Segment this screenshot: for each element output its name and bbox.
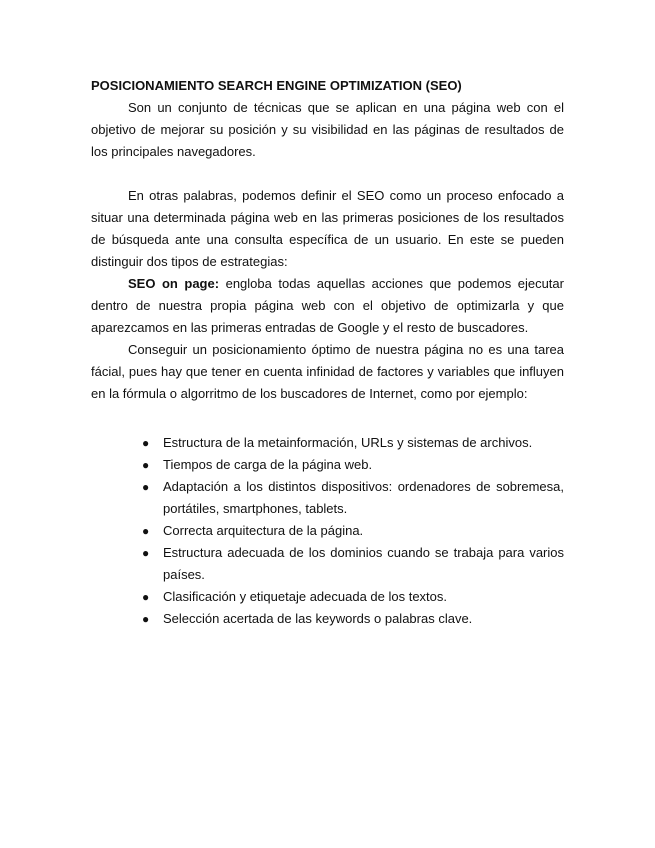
bullet-icon: ● bbox=[142, 480, 150, 494]
document-title: POSICIONAMIENTO SEARCH ENGINE OPTIMIZATION (SEO) bbox=[91, 78, 462, 93]
list-item bbox=[91, 586, 564, 608]
list-item-text: Estructura de la metainformación, URLs y sistemas de archivos. bbox=[163, 435, 533, 450]
list-item bbox=[91, 520, 564, 542]
list-item-text: Tiempos de carga de la página web. bbox=[163, 457, 373, 472]
bullet-icon: ● bbox=[142, 590, 150, 604]
seo-on-page-text: engloba todas aquellas acciones que podemos ejecutar dentro de nuestra propia página web con el objetivo de optimizarla y que aparezcamos en las primeras entradas de Google y el resto de buscadores. bbox=[91, 276, 564, 335]
list-item-text: Correcta arquitectura de la página. bbox=[163, 523, 364, 538]
paragraph-gap bbox=[91, 163, 564, 185]
list-item bbox=[91, 432, 564, 454]
list-item-text: Selección acertada de las keywords o palabras clave. bbox=[163, 611, 473, 626]
factors-list bbox=[91, 432, 564, 630]
list-item-text: Estructura adecuada de los dominios cuando se trabaja para varios países. bbox=[163, 545, 564, 582]
paragraph-definition: En otras palabras, podemos definir el SEO como un proceso enfocado a situar una determinada página web en las primeras posiciones de los resultados de búsqueda ante una consulta específica de un usuario. En este se pueden distinguir dos tipos de estrategias: bbox=[91, 188, 564, 269]
bullet-icon: ● bbox=[142, 436, 150, 450]
list-item bbox=[91, 608, 564, 630]
document-page bbox=[91, 75, 564, 630]
paragraph-factors: Conseguir un posicionamiento óptimo de nuestra página no es una tarea fácial, pues hay que tener en cuenta infinidad de factores y variables que influyen en la fórmula o algorritmo de los buscadores de Internet, como por ejemplo: bbox=[91, 342, 564, 401]
bullet-icon: ● bbox=[142, 546, 150, 560]
list-item-text: Clasificación y etiquetaje adecuada de los textos. bbox=[163, 589, 448, 604]
bullet-icon: ● bbox=[142, 524, 150, 538]
list-item bbox=[91, 476, 564, 520]
seo-on-page-label: SEO on page: bbox=[128, 276, 220, 291]
bullet-icon: ● bbox=[142, 612, 150, 626]
paragraph-intro: Son un conjunto de técnicas que se aplican en una página web con el objetivo de mejorar su posición y su visibilidad en las páginas de resultados de los principales navegadores. bbox=[91, 100, 564, 159]
paragraph-seo-on-page bbox=[91, 273, 564, 339]
list-item-text: Adaptación a los distintos dispositivos: ordenadores de sobremesa, portátiles, smartphones, tablets. bbox=[163, 479, 564, 516]
list-item bbox=[91, 454, 564, 476]
list-item bbox=[91, 542, 564, 586]
bullet-icon: ● bbox=[142, 458, 150, 472]
